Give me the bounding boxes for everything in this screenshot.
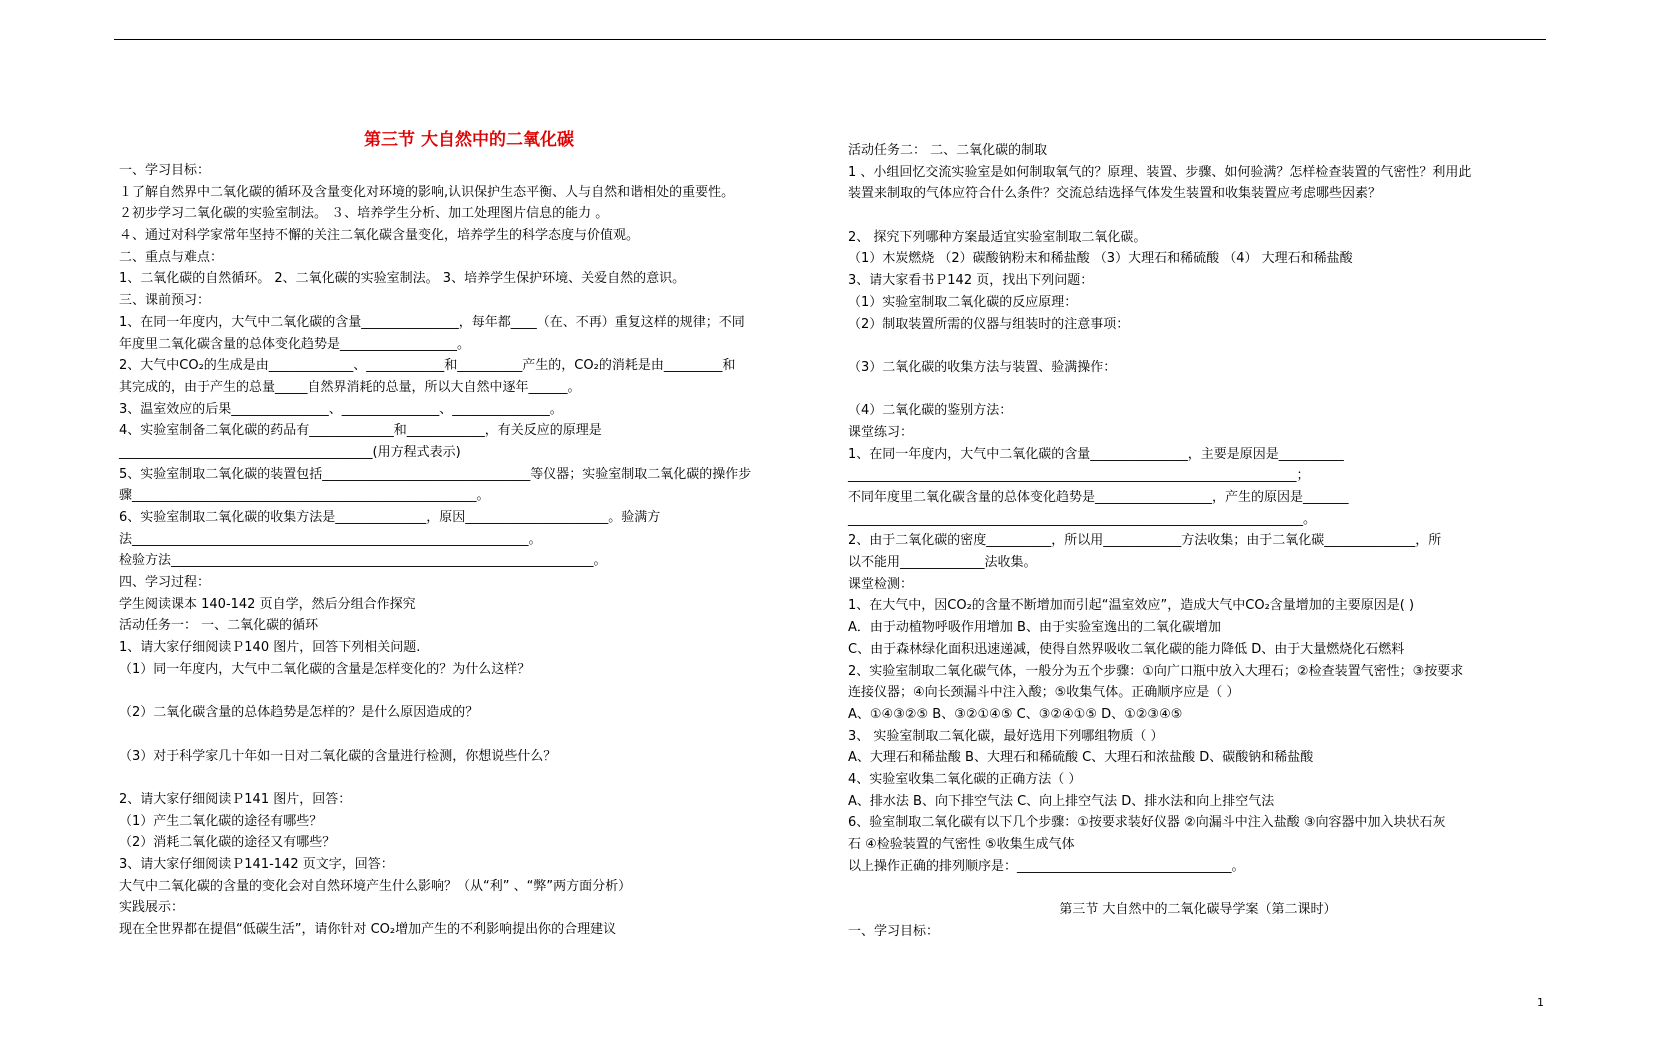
text-line: ______________________________________________________________________。: [848, 511, 1316, 527]
text-line: （3）对于科学家几十年如一日对二氧化碳的含量进行检测，你想说些什么？: [119, 748, 557, 764]
text-line: 2、 探究下列哪种方案最适宜实验室制取二氧化碳。: [848, 229, 1147, 245]
text-line: 4、实验室收集二氧化碳的正确方法（ ）: [848, 771, 1082, 787]
text-line: 以不能用_____________法收集。: [848, 555, 1037, 571]
text-line: 三、课前预习：: [119, 293, 211, 309]
text-line: ２初步学习二氧化碳的实验室制法。 ３、培养学生分析、加工处理图片信息的能力 。: [119, 206, 609, 222]
text-line: 年度里二氧化碳含量的总体变化趋势是__________________。: [119, 336, 471, 352]
right-text-block: [848, 140, 1548, 942]
text-line: 检验方法_________________________________________________________________。: [119, 553, 607, 569]
header-rule: [114, 39, 1546, 40]
text-line: 3、请大家仔细阅读Ｐ141-142 页文字，回答：: [119, 857, 394, 872]
text-line: （1）同一年度内，大气中二氧化碳的含量是怎样变化的？为什么这样？: [119, 661, 531, 677]
right-column: [848, 140, 1548, 942]
text-line: 3、请大家看书Ｐ142 页，找出下列问题：: [848, 273, 1094, 289]
text-line: 1 、小组回忆交流实验室是如何制取氧气的？原理、装置、步骤、如何验满？怎样检查装置的气密性？利用此: [848, 164, 1472, 180]
text-line: （1）实验室制取二氧化碳的反应原理：: [848, 294, 1078, 310]
text-line: 3、 实验室制取二氧化碳，最好选用下列哪组物质（ ）: [848, 728, 1164, 744]
text-line: 装置来制取的气体应符合什么条件？交流总结选择气体发生装置和收集装置应考虑哪些因素？: [848, 186, 1382, 202]
text-line: [848, 379, 1548, 401]
text-line: [848, 335, 1548, 357]
text-line: A．由于动植物呼吸作用增加 B、由于实验室逸出的二氧化碳增加: [848, 620, 1221, 636]
text-line: 1、在同一年度内，大气中二氧化碳的含量_______________，每年都____（在、不再）重复这样的规律；不同: [119, 314, 745, 330]
text-line: 3、温室效应的后果_______________、_______________、_______________。: [119, 401, 563, 417]
text-line: 学生阅读课本 140-142 页自学，然后分组合作探究: [119, 596, 416, 612]
text-line: （2）二氧化碳含量的总体趋势是怎样的？是什么原因造成的？: [119, 705, 479, 721]
text-line: [119, 724, 819, 746]
text-line: （2）消耗二氧化碳的途径又有哪些？: [119, 835, 336, 851]
text-line: 4、实验室制备二氧化碳的药品有_____________和____________，有关反应的原理是: [119, 423, 602, 439]
document-title: 第三节 大自然中的二氧化碳: [364, 130, 574, 150]
text-line: A、排水法 B、向下排空气法 C、向上排空气法 D、排水法和向上排空气法: [848, 793, 1275, 809]
text-line: 其完成的，由于产生的总量_____自然界消耗的总量，所以大自然中逐年______。: [119, 379, 581, 395]
text-line: １了解自然界中二氧化碳的循环及含量变化对环境的影响,认识保护生态平衡、人与自然和谐相处的重要性。: [119, 184, 735, 200]
page-number: 1: [1537, 996, 1544, 1009]
text-line: 不同年度里二氧化碳含量的总体变化趋势是__________________，产生的原因是_______: [848, 490, 1349, 505]
text-line: 6、验室制取二氧化碳有以下几个步骤：①按要求装好仪器 ②向漏斗中注入盐酸 ③向容器中加入块状石灰: [848, 815, 1446, 831]
left-text-block: [119, 160, 819, 941]
text-line: 活动任务二： 二、二氧化碳的制取: [848, 143, 1048, 158]
text-line: A、①④③②⑤ B、③②①④⑤ C、③②④①⑤ D、①②③④⑤: [848, 706, 1183, 722]
text-line: 2、实验室制取二氧化碳气体，一般分为五个步骤：①向广口瓶中放入大理石；②检查装置气密性；③按要求: [848, 663, 1464, 679]
text-line: （2）制取装置所需的仪器与组装时的注意事项：: [848, 316, 1130, 332]
text-line: （1）产生二氧化碳的途径有哪些？: [119, 813, 323, 829]
text-line: 法_____________________________________________________________。: [119, 531, 542, 547]
section-subtitle: 第三节 大自然中的二氧化碳导学案（第二课时）: [1059, 902, 1337, 918]
text-line: 一、学习目标：: [848, 923, 940, 939]
text-line: 6、实验室制取二氧化碳的收集方法是______________，原因______________________。验满方: [119, 510, 661, 525]
text-line: [848, 205, 1548, 227]
text-line: 四、学习过程：: [119, 575, 211, 591]
text-line: [848, 877, 1548, 899]
text-line: 活动任务一： 一、二氧化碳的循环: [119, 618, 319, 634]
text-line: 5、实验室制取二氧化碳的装置包括________________________________等仪器；实验室制取二氧化碳的操作步: [119, 466, 752, 482]
text-line: （1）木炭燃烧 （2）碳酸钠粉末和稀盐酸 （3）大理石和稀硫酸 （4） 大理石和稀盐酸: [848, 251, 1353, 267]
text-line: 2、大气中CO₂的生成是由_____________、____________和__________产生的，CO₂的消耗是由_________和: [119, 358, 736, 374]
text-line: C、由于森林绿化面积迅速递减，使得自然界吸收二氧化碳的能力降低 D、由于大量燃烧化石燃料: [848, 641, 1405, 657]
text-line: 2、请大家仔细阅读Ｐ141 图片，回答：: [119, 791, 352, 807]
text-line: 大气中二氧化碳的含量的变化会对自然环境产生什么影响？（从“利” 、“弊”两方面分析）: [119, 878, 632, 894]
text-line: 现在全世界都在提倡“低碳生活”，请你针对 CO₂增加产生的不利影响提出你的合理建议: [119, 922, 617, 938]
text-line: A、大理石和稀盐酸 B、大理石和稀硫酸 C、大理石和浓盐酸 D、碳酸钠和稀盐酸: [848, 750, 1314, 766]
text-line: 1、在同一年度内，大气中二氧化碳的含量_______________，主要是原因是__________: [848, 446, 1344, 462]
text-line: （4）二氧化碳的鉴别方法：: [848, 403, 1013, 419]
text-line: [119, 681, 819, 703]
text-line: 石 ④检验装置的气密性 ⑤收集生成气体: [848, 837, 1075, 852]
text-line: 连接仪器；④向长颈漏斗中注入酸；⑤收集气体。正确顺序应是（ ）: [848, 685, 1240, 701]
text-line: 一、学习目标：: [119, 163, 211, 178]
text-line: 实践展示：: [119, 900, 185, 916]
text-line: _____________________________________________________________________；: [848, 468, 1310, 484]
text-line: （3）二氧化碳的收集方法与装置、验满操作：: [848, 359, 1117, 375]
text-line: 骤_____________________________________________________。: [119, 488, 490, 504]
text-line: 1、二氧化碳的自然循环。 2、二氧化碳的实验室制法。 3、培养学生保护环境、关爱自然的意识。: [119, 271, 686, 287]
text-line: 以上操作正确的排列顺序是：_________________________________。: [848, 858, 1245, 874]
text-line: 课堂练习：: [848, 424, 914, 440]
text-line: 课堂检测：: [848, 576, 914, 592]
text-line: _______________________________________(用方程式表示): [119, 444, 461, 460]
text-line: 二、重点与难点：: [119, 249, 224, 265]
text-line: [119, 767, 819, 789]
left-column: [119, 130, 819, 941]
text-line: ４、通过对科学家常年坚持不懈的关注二氧化碳含量变化，培养学生的科学态度与价值观。: [119, 228, 640, 244]
text-line: 1、在大气中，因CO₂的含量不断增加而引起“温室效应”，造成大气中CO₂含量增加的主要原因是( ): [848, 598, 1415, 614]
text-line: 2、由于二氧化碳的密度__________，所以用____________方法收集；由于二氧化碳______________，所: [848, 533, 1442, 549]
text-line: 1、请大家仔细阅读Ｐ140 图片，回答下列相关问题.: [119, 640, 421, 656]
